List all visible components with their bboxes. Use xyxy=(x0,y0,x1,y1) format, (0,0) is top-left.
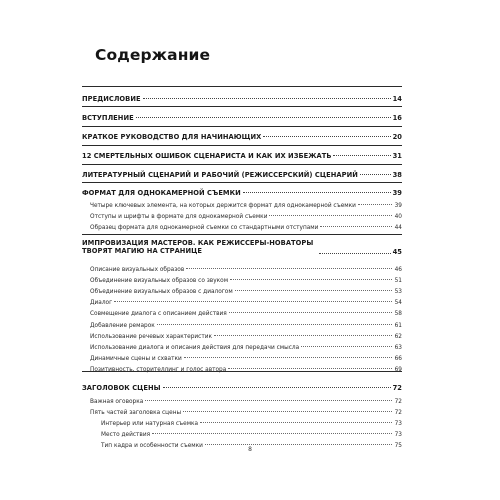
dot-leader xyxy=(184,351,392,358)
dot-leader xyxy=(333,148,390,156)
dot-leader xyxy=(163,380,391,388)
dot-leader xyxy=(205,438,392,445)
toc-entry-title: КРАТКОЕ РУКОВОДСТВО ДЛЯ НАЧИНАЮЩИХ xyxy=(82,132,262,141)
toc-entry-page: 75 xyxy=(394,442,402,449)
dot-leader xyxy=(358,198,392,205)
toc-entry-page: 14 xyxy=(392,94,402,103)
dot-leader xyxy=(214,329,392,336)
toc-entry-title: Тип кадра и особенности съемки xyxy=(101,442,203,449)
toc-entry[interactable] xyxy=(82,93,402,103)
section-divider xyxy=(82,86,402,87)
dot-leader xyxy=(157,318,392,325)
toc-entry-page: 72 xyxy=(394,409,402,416)
toc-entry-page: 73 xyxy=(394,420,402,427)
dot-leader xyxy=(114,295,392,302)
dot-leader xyxy=(230,273,392,280)
toc-entry[interactable] xyxy=(82,131,402,141)
toc-entry-page: 72 xyxy=(392,383,402,392)
dot-leader xyxy=(360,167,391,175)
toc-entry-title: Образец формата для однокамерной съемки со стандартными отступами xyxy=(90,224,319,231)
toc-entry-title: ВСТУПЛЕНИЕ xyxy=(82,113,134,122)
toc-entry-title: ИМПРОВИЗАЦИЯ МАСТЕРОВ. КАК РЕЖИССЕРЫ-НОВАТОРЫ ТВОРЯТ МАГИЮ НА СТРАНИЦЕ xyxy=(82,239,314,256)
dot-leader xyxy=(152,427,392,434)
dot-leader xyxy=(186,262,392,269)
toc-entry-page: 16 xyxy=(392,113,402,122)
toc-entry[interactable] xyxy=(82,239,402,256)
section-divider xyxy=(82,126,402,127)
toc-entry-page: 61 xyxy=(394,322,402,329)
dot-leader xyxy=(228,362,392,369)
dot-leader xyxy=(200,416,392,423)
toc-entry[interactable] xyxy=(82,187,402,197)
dot-leader xyxy=(145,394,392,401)
dot-leader xyxy=(319,246,391,254)
toc-entry-title: Объединение визуальных образов с диалогом xyxy=(90,288,233,295)
toc-entry-title: Позитивность, сторителлинг и голос автора xyxy=(90,366,227,373)
page-number: 8 xyxy=(248,446,252,453)
toc-entry-page: 53 xyxy=(394,288,402,295)
dot-leader xyxy=(143,91,391,99)
dot-leader xyxy=(235,284,392,291)
section-divider xyxy=(82,182,402,183)
toc-entry-title: Описание визуальных образов xyxy=(90,266,185,273)
toc-subentry[interactable] xyxy=(90,364,402,374)
toc-entry-title: 12 СМЕРТЕЛЬНЫХ ОШИБОК СЦЕНАРИСТА И КАК ИХ ИЗБЕЖАТЬ xyxy=(82,151,332,160)
toc-entry-title: Четыре ключевых элемента, на которых держится формат для однокамерной съемки xyxy=(90,202,356,209)
toc-entry-title: Пять частей заголовка сцены xyxy=(90,409,182,416)
dot-leader xyxy=(320,220,392,227)
toc-entry-page: 58 xyxy=(394,310,402,317)
dot-leader xyxy=(229,306,392,313)
dot-leader xyxy=(269,209,392,216)
toc-entry-page: 39 xyxy=(394,202,402,209)
toc-entry-page: 51 xyxy=(394,277,402,284)
toc-entry-title: ПРЕДИСЛОВИЕ xyxy=(82,94,141,103)
toc-entry-page: 45 xyxy=(392,247,402,256)
toc-entry-page: 72 xyxy=(394,398,402,405)
toc-entry[interactable] xyxy=(82,150,402,160)
toc-entry-title: ЗАГОЛОВОК СЦЕНЫ xyxy=(82,383,161,392)
dot-leader xyxy=(301,340,392,347)
toc-entry-page: 20 xyxy=(392,132,402,141)
toc-entry-title: Важная оговорка xyxy=(90,398,144,405)
toc-entry-page: 31 xyxy=(392,151,402,160)
toc-entry-page: 39 xyxy=(392,188,402,197)
toc-subentry[interactable] xyxy=(90,308,402,318)
section-divider xyxy=(82,234,402,235)
toc-entry[interactable] xyxy=(82,169,402,179)
toc-entry-title: Интерьер или натурная съемка xyxy=(101,420,199,427)
toc-entry-title: ЛИТЕРАТУРНЫЙ СЦЕНАРИЙ И РАБОЧИЙ (РЕЖИССЕРСКИЙ) СЦЕНАРИЙ xyxy=(82,170,358,179)
toc-entry-title: Динамичные сцены и схватки xyxy=(90,355,182,362)
dot-leader xyxy=(183,405,392,412)
toc-entry[interactable] xyxy=(82,112,402,122)
toc-entry-page: 46 xyxy=(394,266,402,273)
toc-entry-page: 62 xyxy=(394,333,402,340)
dot-leader xyxy=(136,110,391,118)
toc-entry-title: Объединение визуальных образов со звуком xyxy=(90,277,229,284)
dot-leader xyxy=(263,129,390,137)
toc-entry[interactable] xyxy=(82,382,402,392)
section-divider xyxy=(82,145,402,146)
toc-entry-title: Место действия xyxy=(101,431,151,438)
toc-entry-page: 69 xyxy=(394,366,402,373)
toc-entry-title: Совмещение диалога с описанием действия xyxy=(90,310,227,317)
toc-entry-title: ФОРМАТ ДЛЯ ОДНОКАМЕРНОЙ СЪЕМКИ xyxy=(82,188,241,197)
toc-entry-page: 66 xyxy=(394,355,402,362)
toc-entry-page: 44 xyxy=(394,224,402,231)
toc-entry-page: 40 xyxy=(394,213,402,220)
toc-entry-title: Отступы и шрифты в формате для однокамерной съемки xyxy=(90,213,268,220)
toc-subentry[interactable] xyxy=(90,222,402,232)
section-divider xyxy=(82,106,402,107)
dot-leader xyxy=(243,185,391,193)
toc-entry-page: 54 xyxy=(394,299,402,306)
page-title: Содержание xyxy=(95,46,211,64)
toc-entry-title: Использование диалога и описания действия для передачи смысла xyxy=(90,344,300,351)
toc-entry-title: Добавление ремарок xyxy=(90,322,155,329)
toc-entry-page: 38 xyxy=(392,170,402,179)
toc-entry-title: Использование речевых характеристик xyxy=(90,333,212,340)
toc-entry-title: Диалог xyxy=(90,299,113,306)
toc-entry-page: 73 xyxy=(394,431,402,438)
toc-entry-page: 63 xyxy=(394,344,402,351)
section-divider xyxy=(82,164,402,165)
